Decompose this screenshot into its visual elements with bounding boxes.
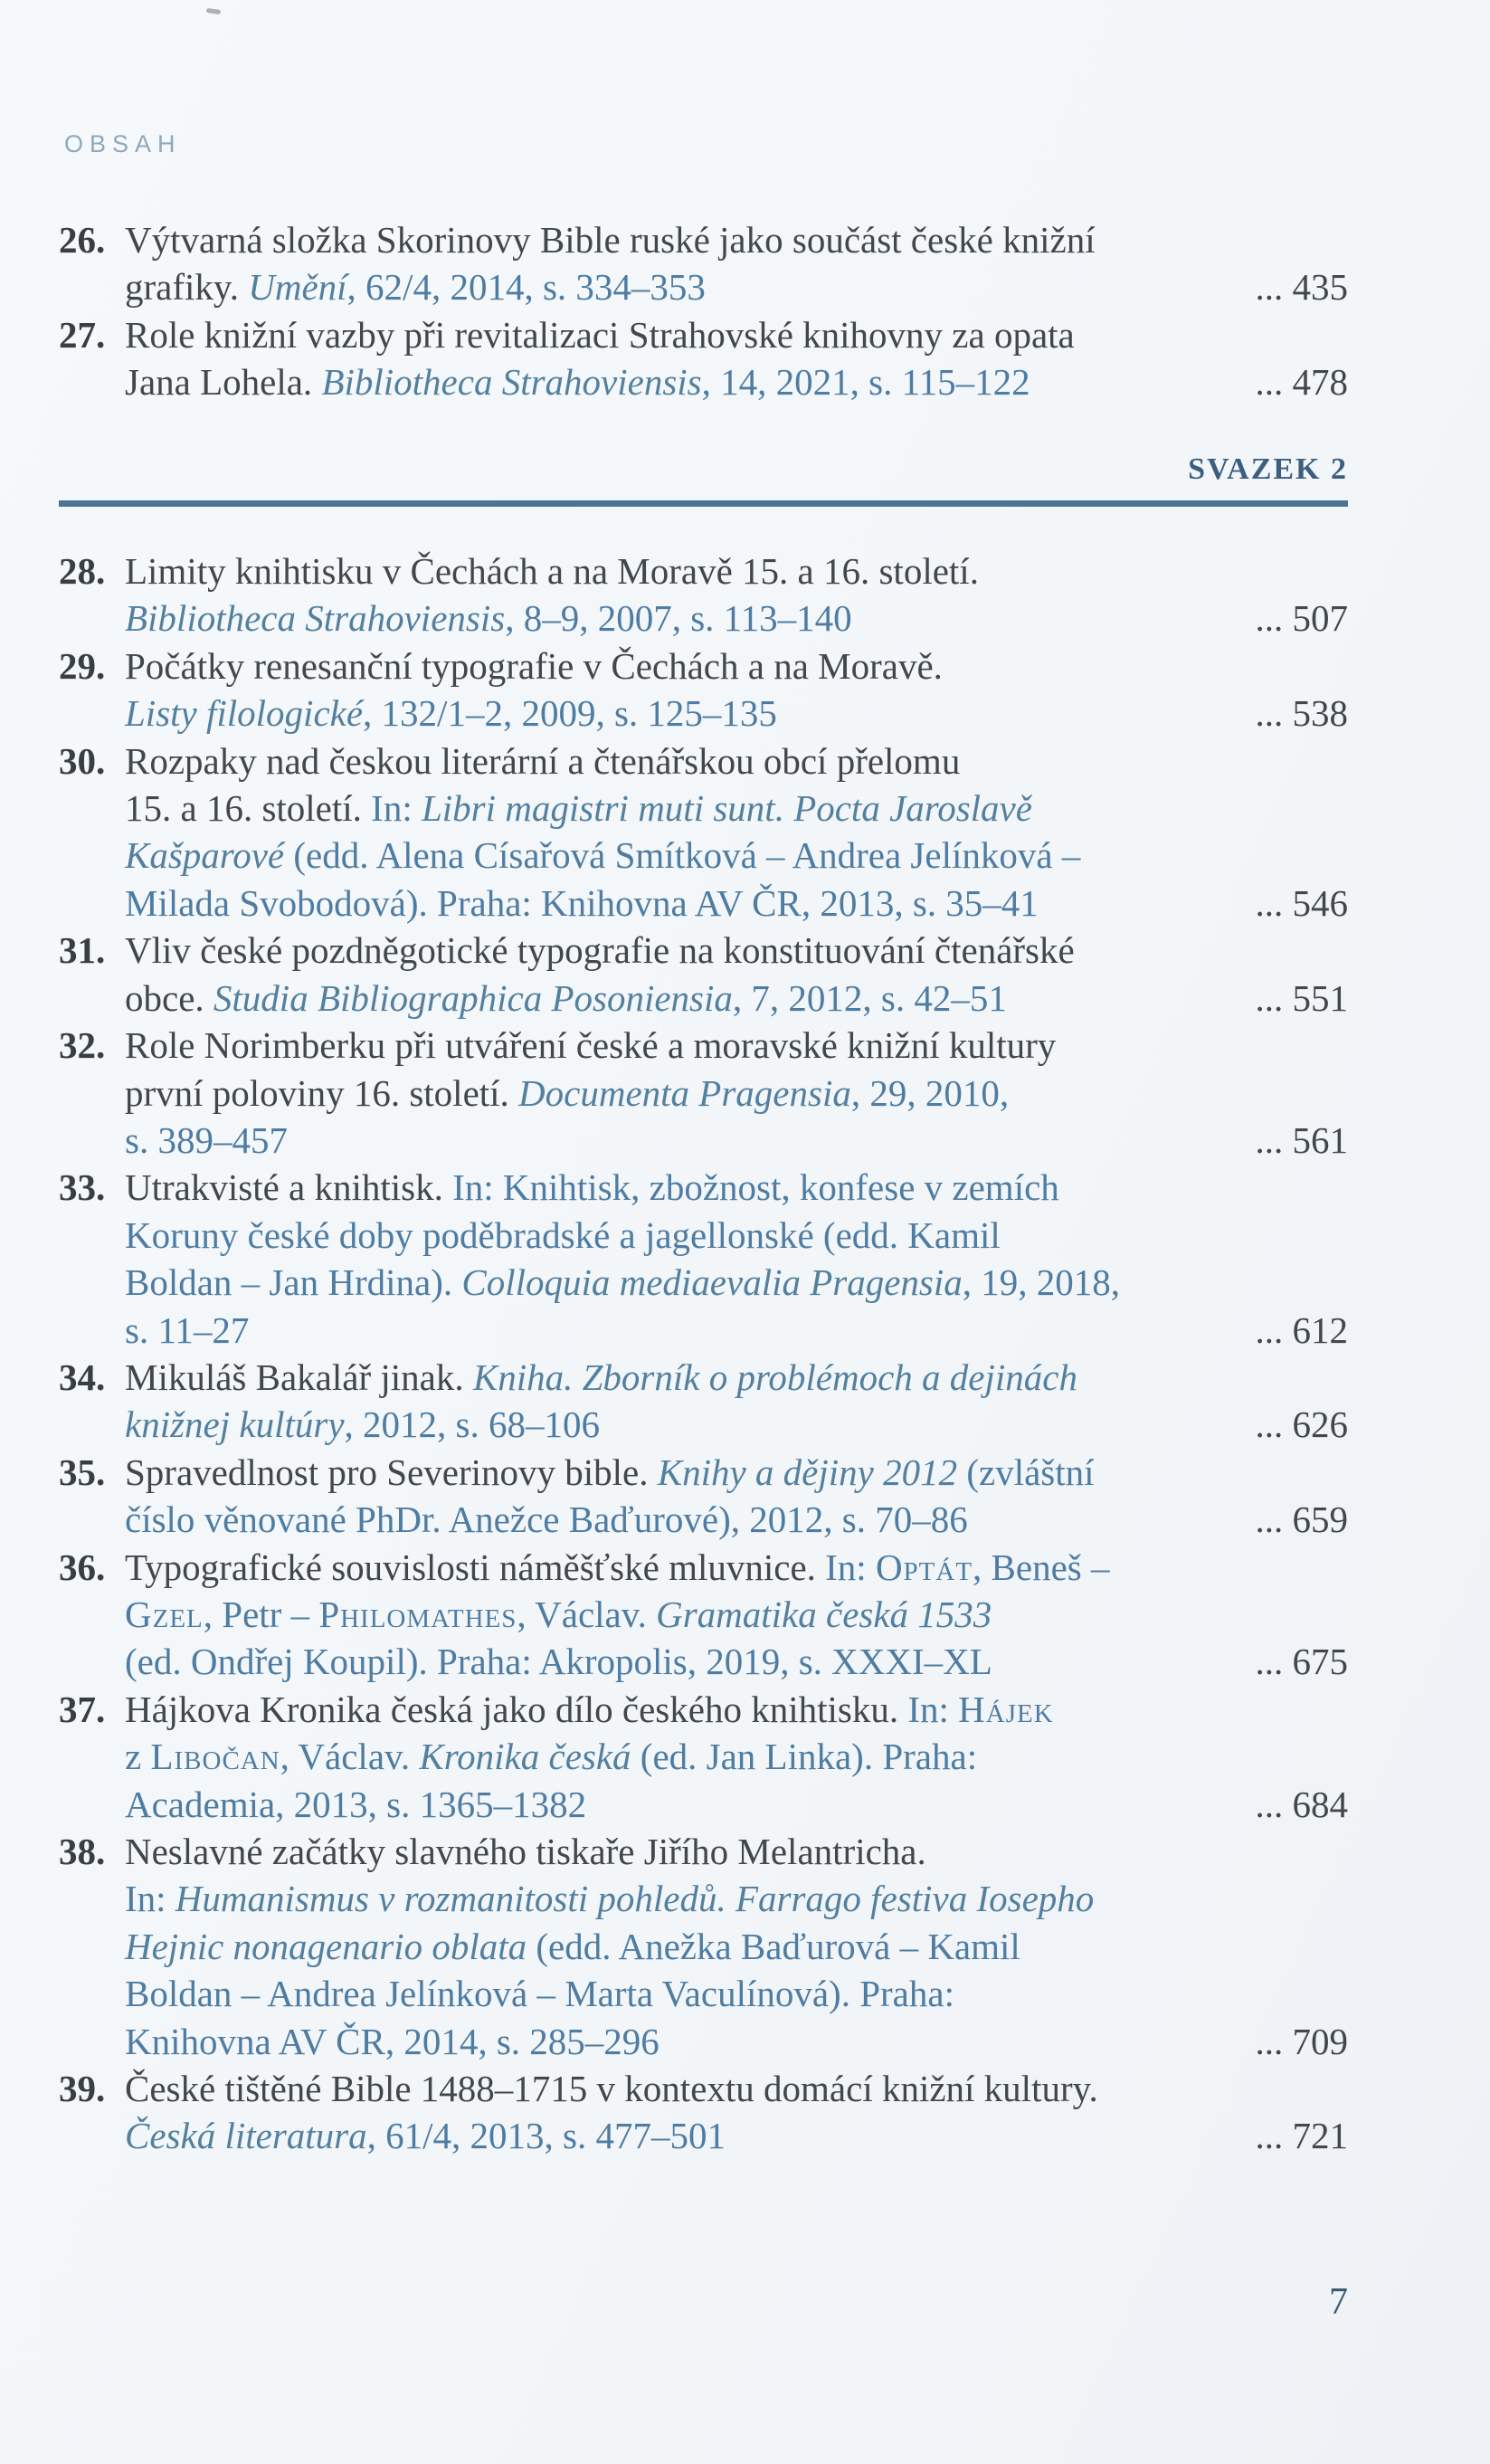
citation-text: , 14, 2021, s. 115–122 xyxy=(701,361,1030,404)
toc-line xyxy=(125,1591,1348,1638)
citation-italic: Humanismus v rozmanitosti pohledů. Farrago festiva Iosepho xyxy=(175,1878,1095,1920)
citation-italic: Knihy a dějiny 2012 xyxy=(657,1451,967,1493)
toc-line xyxy=(125,1022,1348,1069)
toc-line xyxy=(125,2065,1348,2112)
toc-line xyxy=(125,1259,1348,1306)
toc-entry xyxy=(59,1544,1348,1686)
toc-entry xyxy=(59,547,1348,642)
toc-line xyxy=(125,1212,1348,1259)
line-text xyxy=(125,975,1007,1022)
toc-line xyxy=(125,2018,1348,2065)
citation-text: , 132/1–2, 2009, s. 125–135 xyxy=(363,692,777,735)
toc-line xyxy=(125,2112,1348,2159)
entry-number: 32. xyxy=(59,1024,106,1067)
line-text xyxy=(125,737,960,785)
toc-entry xyxy=(59,1449,1348,1544)
citation-text: (ed. Jan Linka). Praha: xyxy=(640,1736,978,1778)
citation-italic: Listy filologické xyxy=(125,692,364,735)
citation-text: In: Knihtisk, zbožnost, konfese v zemích xyxy=(452,1166,1059,1209)
line-text xyxy=(125,358,1030,405)
title-text: Neslavné začátky slavného tiskaře Jiřího Melantricha. xyxy=(125,1831,926,1872)
toc-line xyxy=(125,927,1348,974)
citation-italic: Bibliotheca Strahoviensis xyxy=(321,361,702,404)
title-text: Mikuláš Bakalář jinak. xyxy=(125,1356,473,1398)
toc-line xyxy=(125,1733,1348,1780)
toc-entry xyxy=(59,1022,1348,1164)
line-text xyxy=(125,263,706,310)
line-text xyxy=(125,1781,586,1828)
title-text: Počátky renesanční typografie v Čechách a na Moravě. xyxy=(125,644,943,687)
entry-page-ref: ... 659 xyxy=(1255,1498,1348,1541)
toc-line xyxy=(125,311,1348,358)
citation-text: In: xyxy=(825,1546,876,1588)
entry-page-ref: ... 721 xyxy=(1255,2115,1348,2157)
toc-line xyxy=(125,1070,1348,1117)
citation-text: In: xyxy=(907,1688,959,1730)
toc-entry xyxy=(59,216,1348,311)
entry-page-ref: ... 612 xyxy=(1255,1308,1348,1351)
line-text xyxy=(125,216,1096,263)
line-text xyxy=(125,832,1080,879)
toc-line xyxy=(125,1354,1348,1401)
toc-entry xyxy=(59,311,1348,406)
toc-line xyxy=(125,1117,1348,1164)
toc-line xyxy=(125,690,1348,737)
citation-text: Boldan – Jan Hrdina). xyxy=(125,1261,462,1304)
title-text: Spravedlnost pro Severinovy bible. xyxy=(125,1451,658,1493)
title-text: grafiky. xyxy=(125,266,249,309)
citation-text: (edd. Anežka Baďurová – Kamil xyxy=(536,1925,1020,1967)
toc-entry xyxy=(59,927,1348,1022)
citation-text: Koruny české doby poděbradské a jagellonské (edd. Kamil xyxy=(125,1213,1001,1256)
entry-number: 35. xyxy=(59,1451,106,1493)
line-text xyxy=(125,1686,1054,1733)
citation-italic: Česká literatura xyxy=(125,2115,367,2157)
citation-text: číslo věnované PhDr. Anežce Baďurové), 2012, s. 70–86 xyxy=(125,1498,968,1541)
author-smallcaps: Optát xyxy=(875,1546,973,1588)
title-text: Utrakvisté a knihtisk. xyxy=(125,1166,453,1209)
line-text xyxy=(125,595,852,642)
toc-entry xyxy=(59,737,1348,928)
author-smallcaps: Philomathes xyxy=(318,1593,517,1635)
entry-page-ref: ... 675 xyxy=(1255,1641,1348,1683)
title-text: Role Norimberku při utváření české a moravské knižní kultury xyxy=(125,1024,1057,1067)
line-text xyxy=(125,1591,992,1638)
citation-text: Milada Svobodová). Praha: Knihovna AV ČR, 2013, s. 35–41 xyxy=(125,881,1039,924)
citation-italic: Libri magistri muti sunt. Pocta Jaroslavě xyxy=(421,787,1032,830)
page-header: OBSAH xyxy=(64,130,182,157)
line-text xyxy=(125,1307,249,1354)
toc-line xyxy=(125,1875,1348,1922)
line-text xyxy=(125,1923,1020,1970)
line-text xyxy=(125,2065,1098,2112)
entry-number: 27. xyxy=(59,313,106,356)
entry-number: 33. xyxy=(59,1166,106,1209)
toc-line xyxy=(125,832,1348,879)
author-smallcaps: Gzel xyxy=(125,1593,204,1635)
toc-entry xyxy=(59,1354,1348,1449)
citation-italic: Documenta Pragensia xyxy=(518,1071,851,1114)
citation-text: Academia, 2013, s. 1365–1382 xyxy=(125,1783,587,1825)
line-text xyxy=(125,880,1039,927)
toc-line xyxy=(125,1828,1348,1875)
title-text: Vliv české pozdněgotické typografie na konstituování čtenářské xyxy=(125,929,1075,972)
citation-text: , Beneš – xyxy=(973,1546,1110,1588)
entry-number: 31. xyxy=(59,929,106,972)
citation-text: In: xyxy=(371,787,422,830)
citation-text: , 62/4, 2014, s. 334–353 xyxy=(346,266,706,309)
entry-page-ref: ... 551 xyxy=(1255,976,1348,1019)
page-number: 7 xyxy=(1329,2281,1348,2323)
toc-entry xyxy=(59,1164,1348,1354)
section-label: SVAZEK 2 xyxy=(1188,452,1348,486)
title-text: Výtvarná složka Skorinovy Bible ruské jako součást české knižní xyxy=(125,219,1096,261)
citation-italic: Studia Bibliographica Posoniensia xyxy=(213,976,733,1019)
citation-italic: Bibliotheca Strahoviensis xyxy=(125,597,506,640)
entry-page-ref: ... 626 xyxy=(1255,1403,1348,1446)
citation-text: , Václav. xyxy=(517,1593,657,1635)
toc-line xyxy=(125,1638,1348,1685)
citation-text: , Petr – xyxy=(203,1593,319,1635)
citation-text: s. 11–27 xyxy=(125,1308,250,1351)
citation-text: In: xyxy=(125,1878,176,1920)
line-text xyxy=(125,2018,660,2065)
citation-text: , 19, 2018, xyxy=(962,1261,1121,1304)
toc-line xyxy=(125,547,1348,595)
citation-italic: Kašparové xyxy=(125,834,294,877)
author-smallcaps: Libočan xyxy=(150,1736,280,1778)
toc-list xyxy=(59,216,1348,2160)
citation-text: , 29, 2010, xyxy=(850,1071,1010,1114)
citation-text: , 7, 2012, s. 42–51 xyxy=(732,976,1007,1019)
toc-line xyxy=(125,1401,1348,1448)
scan-artifact xyxy=(206,8,222,14)
title-text: Jana Lohela. xyxy=(125,361,322,404)
line-text xyxy=(125,642,943,690)
toc-line xyxy=(125,975,1348,1022)
line-text xyxy=(125,927,1075,974)
title-text: Rozpaky nad českou literární a čtenářskou obcí přelomu xyxy=(125,739,961,782)
title-text: Role knižní vazby při revitalizaci Strahovské knihovny za opata xyxy=(125,313,1075,356)
citation-italic: Hejnic nonagenario oblata xyxy=(125,1925,536,1967)
line-text xyxy=(125,690,777,737)
toc-entry xyxy=(59,642,1348,737)
line-text xyxy=(125,1544,1110,1591)
toc-line xyxy=(125,785,1348,832)
toc-line xyxy=(125,1164,1348,1211)
title-text: Limity knihtisku v Čechách a na Moravě 15. a 16. století. xyxy=(125,550,979,593)
entry-page-ref: ... 709 xyxy=(1255,2020,1348,2062)
title-text: České tištěné Bible 1488–1715 v kontextu domácí knižní kultury. xyxy=(125,2068,1098,2110)
line-text xyxy=(125,785,1032,832)
line-text xyxy=(125,1259,1120,1306)
toc-entry xyxy=(59,1828,1348,2065)
line-text xyxy=(125,1970,954,2017)
toc-line xyxy=(125,642,1348,690)
toc-line xyxy=(125,595,1348,642)
toc-line xyxy=(125,1686,1348,1733)
entry-page-ref: ... 435 xyxy=(1255,266,1348,309)
citation-italic: Kniha. Zborník o problémoch a dejinách xyxy=(472,1356,1077,1398)
citation-italic: Colloquia mediaevalia Pragensia xyxy=(461,1261,963,1304)
citation-italic: knižnej kultúry xyxy=(125,1403,345,1446)
toc-line xyxy=(125,1307,1348,1354)
section-divider xyxy=(59,442,1348,507)
toc-line xyxy=(125,1449,1348,1496)
citation-italic: Gramatika česká 1533 xyxy=(656,1593,992,1635)
author-smallcaps: Hájek xyxy=(958,1688,1054,1730)
title-text: Hájkova Kronika česká jako dílo českého knihtisku. xyxy=(125,1688,908,1730)
line-text xyxy=(125,1401,600,1448)
citation-text: (edd. Alena Císařová Smítková – Andrea Jelínková – xyxy=(293,834,1081,877)
line-text xyxy=(125,1496,968,1543)
entry-number: 36. xyxy=(59,1546,106,1588)
title-text: první poloviny 16. století. xyxy=(125,1071,519,1114)
line-text xyxy=(125,1638,992,1685)
toc-line xyxy=(125,1781,1348,1828)
toc-line xyxy=(125,1496,1348,1543)
entry-page-ref: ... 546 xyxy=(1255,881,1348,924)
entry-page-ref: ... 684 xyxy=(1255,1783,1348,1825)
toc-line xyxy=(125,1923,1348,1970)
title-text: 15. a 16. století. xyxy=(125,787,372,830)
toc-line xyxy=(125,216,1348,263)
entry-number: 37. xyxy=(59,1688,106,1730)
citation-italic: Umění xyxy=(248,266,347,309)
line-text xyxy=(125,1117,288,1164)
toc-line xyxy=(125,358,1348,405)
entry-number: 34. xyxy=(59,1356,106,1398)
entry-page-ref: ... 478 xyxy=(1255,361,1348,404)
citation-text: Boldan – Andrea Jelínková – Marta Vaculínová). Praha: xyxy=(125,1973,954,2015)
line-text xyxy=(125,1449,1095,1496)
toc-line xyxy=(125,880,1348,927)
citation-text: Knihovna AV ČR, 2014, s. 285–296 xyxy=(125,2020,660,2062)
line-text xyxy=(125,2112,726,2159)
line-text xyxy=(125,1733,977,1780)
citation-text: , 61/4, 2013, s. 477–501 xyxy=(366,2115,726,2157)
line-text xyxy=(125,311,1075,358)
line-text xyxy=(125,1875,1094,1922)
entry-number: 39. xyxy=(59,2068,106,2110)
line-text xyxy=(125,1354,1077,1401)
line-text xyxy=(125,1164,1059,1211)
citation-text: (zvláštní xyxy=(966,1451,1095,1493)
citation-text: z xyxy=(125,1736,151,1778)
entry-number: 26. xyxy=(59,219,106,261)
entry-page-ref: ... 538 xyxy=(1255,692,1348,735)
citation-text: s. 389–457 xyxy=(125,1118,288,1161)
citation-italic: Kronika česká xyxy=(419,1736,641,1778)
line-text xyxy=(125,1212,1001,1259)
line-text xyxy=(125,1070,1009,1117)
entry-number: 38. xyxy=(59,1831,106,1872)
title-text: Typografické souvislosti náměšťské mluvnice. xyxy=(125,1546,826,1588)
entry-number: 30. xyxy=(59,739,106,782)
toc-line xyxy=(125,737,1348,785)
toc-line xyxy=(125,1970,1348,2017)
entry-number: 29. xyxy=(59,644,106,687)
entry-number: 28. xyxy=(59,550,106,593)
line-text xyxy=(125,1022,1056,1069)
entry-page-ref: ... 507 xyxy=(1255,597,1348,640)
citation-text: , 2012, s. 68–106 xyxy=(344,1403,600,1446)
entry-page-ref: ... 561 xyxy=(1255,1118,1348,1161)
title-text: obce. xyxy=(125,976,214,1019)
toc-line xyxy=(125,263,1348,310)
toc-entry xyxy=(59,1686,1348,1828)
line-text xyxy=(125,1828,926,1875)
toc-line xyxy=(125,1544,1348,1591)
citation-text: , Václav. xyxy=(280,1736,420,1778)
citation-text: , 8–9, 2007, s. 113–140 xyxy=(505,597,852,640)
toc-entry xyxy=(59,2065,1348,2160)
line-text xyxy=(125,547,979,595)
citation-text: (ed. Ondřej Koupil). Praha: Akropolis, 2019, s. XXXI–XL xyxy=(125,1641,992,1683)
